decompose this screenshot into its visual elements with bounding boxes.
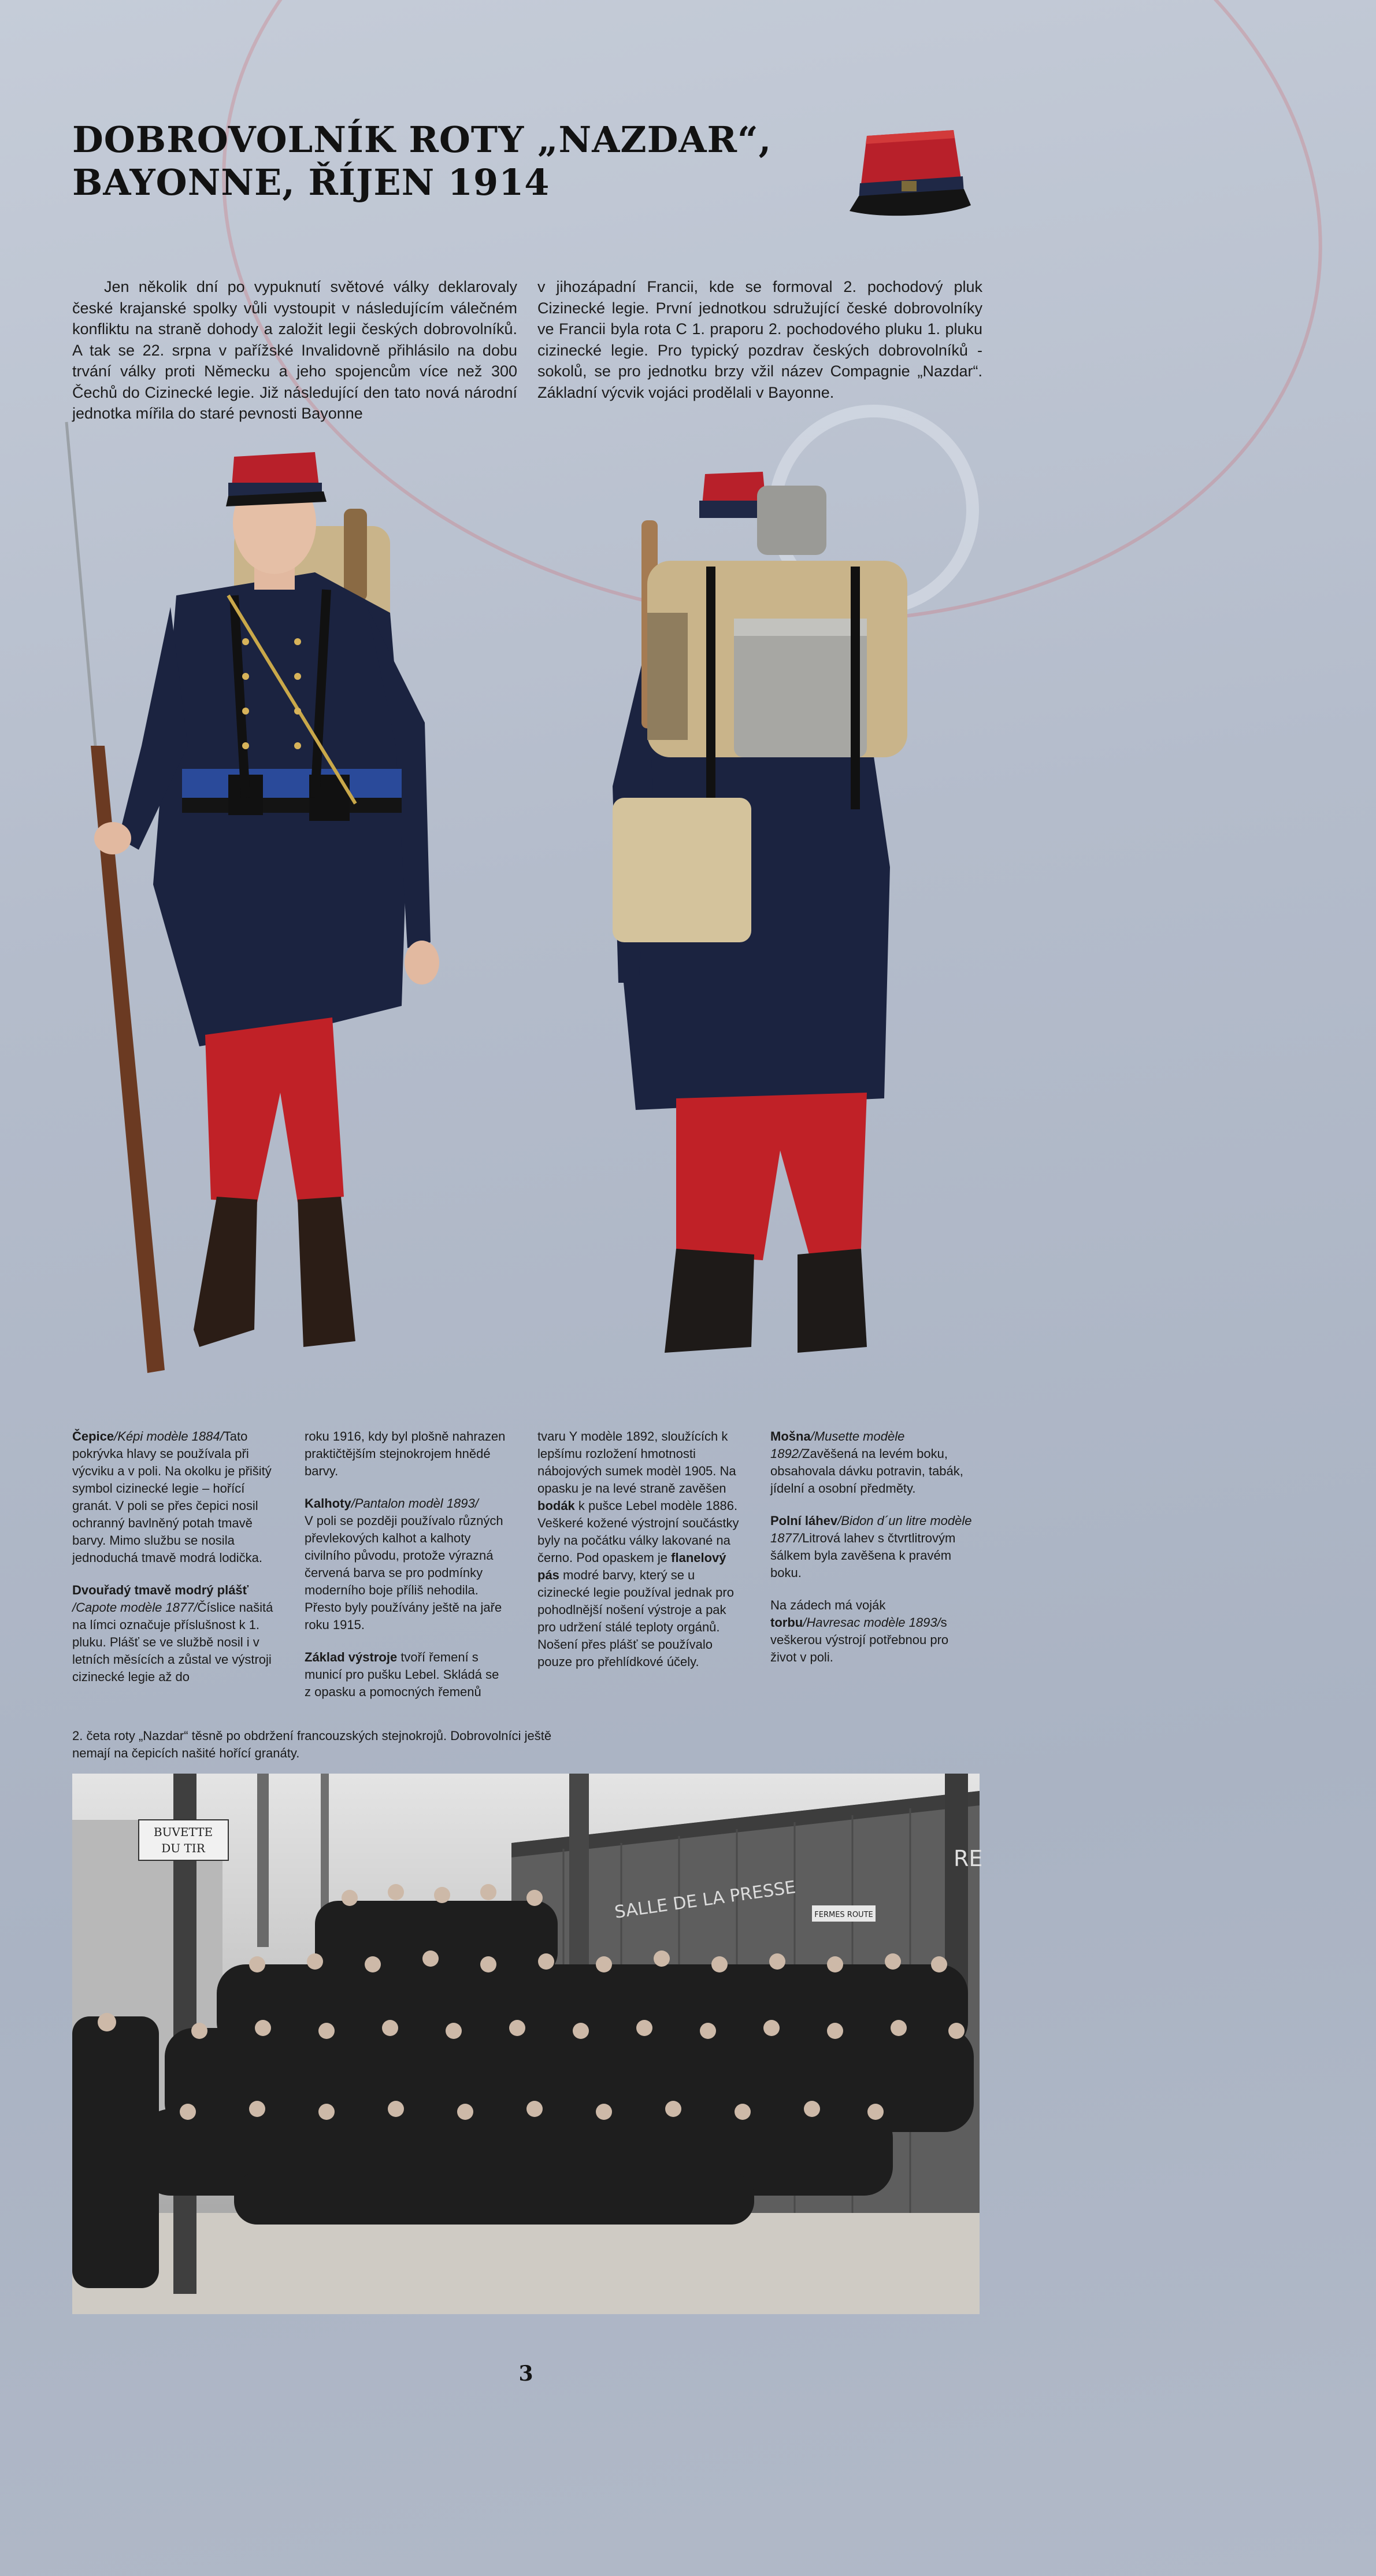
caption-term: Mošna [770,1429,811,1444]
caption-column-2 [305,1428,507,1716]
caption-term: Kalhoty [305,1496,351,1511]
caption-canteen [770,1512,973,1582]
title-line-2: BAYONNE, ŘÍJEN 1914 [72,161,550,203]
caption-column-4 [770,1428,973,1681]
sign-salle-de-la-presse: SALLE DE LA PRESSE [613,1877,798,1923]
caption-term: Čepice [72,1429,114,1444]
caption-text: Litrová lahev s čtvrtlitrovým šálkem byla zavěšena k pravém boku. [770,1531,956,1580]
caption-kepi [72,1428,275,1567]
page-title [72,119,824,204]
sign-buvette: BUVETTE [153,1825,213,1839]
caption-column-3 [537,1428,740,1686]
caption-term: torbu [770,1615,803,1630]
caption-model: /Havresac modèle 1893/ [803,1615,941,1630]
caption-model: /Musette modèle 1892/ [770,1429,905,1461]
caption-text: Tato pokrývka hlavy se používala při výcviku a v poli. Na okolku je přišitý symbol cizinecké legie – hořící granát. V poli se přes čepici nosil ochranný bavlněný potah tmavě barvy. Mimo službu se nosila jednoduchá tmavě modrá lodička. [72,1429,272,1565]
soldier-back-figure [589,462,936,1364]
caption-trousers [305,1495,507,1634]
caption-model: /Pantalon modèl 1893/ [351,1496,479,1511]
kepi-illustration [832,119,982,228]
photo-caption: 2. četa roty „Nazdar“ těsně po obdržení francouzských stejnokrojů. Dobrovolníci ještě nemají na čepicích našité hořící granáty. [72,1729,552,1760]
title-line-1: DOBROVOLNÍK ROTY „NAZDAR“, [72,119,772,161]
intro-text-right: v jihozápadní Francii, kde se formoval 2. pochodový pluk Cizinecké legie. První jednotkou sdružující české dobrovolníky ve Francii byla rota C 1. praporu 2. pochodového pluku 1. pluku cizinecké legie. Pro typický pozdrav českých dobrovolníků - sokolů, se pro jednotku brzy vžil název Compagnie „Nazdar“. Základní výcvik vojáci prodělali v Bayonne. [537,278,982,401]
caption-model: /Capote modèle 1877/ [72,1600,198,1615]
caption-coat-cont [305,1428,507,1480]
caption-term: Dvouřadý tmavě modrý plášť [72,1583,249,1597]
caption-equipment [305,1649,507,1701]
caption-text: tvaru Y modèle 1892, sloužících k lepšímu rozložení hmotnosti nábojových sumek modèl 1905. Na opasku je na levé straně zavěšen [537,1429,736,1496]
caption-term: bodák [537,1498,575,1513]
group-photo-drawing [72,1774,983,2314]
sign-edge: RE [954,1846,983,1871]
caption-column-1 [72,1428,275,1701]
caption-text: Na zádech má voják [770,1598,886,1612]
intro-text-left: Jen několik dní po vypuknutí světové války deklarovaly české krajanské spolky vůli vystoupit v následujícím válečném konfliktu na straně dohody a založit legii českých dobrovolníků. A tak se 22. srpna v pařížské Invalidovně přihlásilo na dobu trvání války proti Německu a jeho spojencům více než 300 Čechů do Cizinecké legie. Již následující den tato nová národní jednotka mířila do staré pevnosti Bayonne [72,278,517,422]
caption-model: /Bidon d´un litre modèle 1877/ [770,1513,972,1545]
caption-musette [770,1428,973,1497]
caption-backpack [770,1597,973,1666]
caption-text: s veškerou výstrojí potřebnou pro život v poli. [770,1615,949,1664]
caption-text: V poli se později používalo různých převlekových kalhot a kalhoty civilního původu, protože výrazná červená barva se pro podmínky moderního boje příliš nehodila. Přesto byly používány ještě na jaře roku 1915. [305,1513,503,1632]
caption-text: Zavěšená na levém boku, obsahovala dávku potravin, tabák, jídelní a osobní předměty. [770,1446,963,1496]
caption-term: Polní láhev [770,1513,838,1528]
caption-text: roku 1916, kdy byl plošně nahrazen praktičtějším stejnokrojem hnědé barvy. [305,1429,506,1478]
sign-small: FERMES ROUTE [814,1911,873,1919]
page-number: 3 [518,2362,533,2386]
caption-model: /Képi modèle 1884/ [114,1429,224,1444]
caption-text: k pušce Lebel modèle 1886. Veškeré kožené výstrojní součástky byly na počátku války lakované na černo. Pod opaskem je [537,1498,739,1565]
caption-text: Číslice našitá na límci označuje příslušnost k 1. pluku. Plášť se ve službě nosil i v letních měsících a zůstal ve výstroji cizinecké legie až do [72,1600,273,1684]
sign-du-tir: DU TIR [161,1841,205,1855]
caption-coat [72,1582,275,1686]
historical-group-photo [72,1774,983,2314]
caption-term: flanelový pás [537,1550,726,1582]
caption-text: tvoří řemení s municí pro pušku Lebel. Skládá se z opasku a pomocných řemenů [305,1650,499,1699]
caption-bayonet [537,1428,740,1671]
caption-text: modré barvy, který se u cizinecké legie používal jednak pro pohodlnější nošení výstroje a pak pro udržení stálé teploty orgánů. Nošení přes plášť se používalo pouze pro přehlídkové účely. [537,1568,734,1669]
caption-term: Základ výstroje [305,1650,398,1664]
soldier-front-figure [55,422,506,1387]
